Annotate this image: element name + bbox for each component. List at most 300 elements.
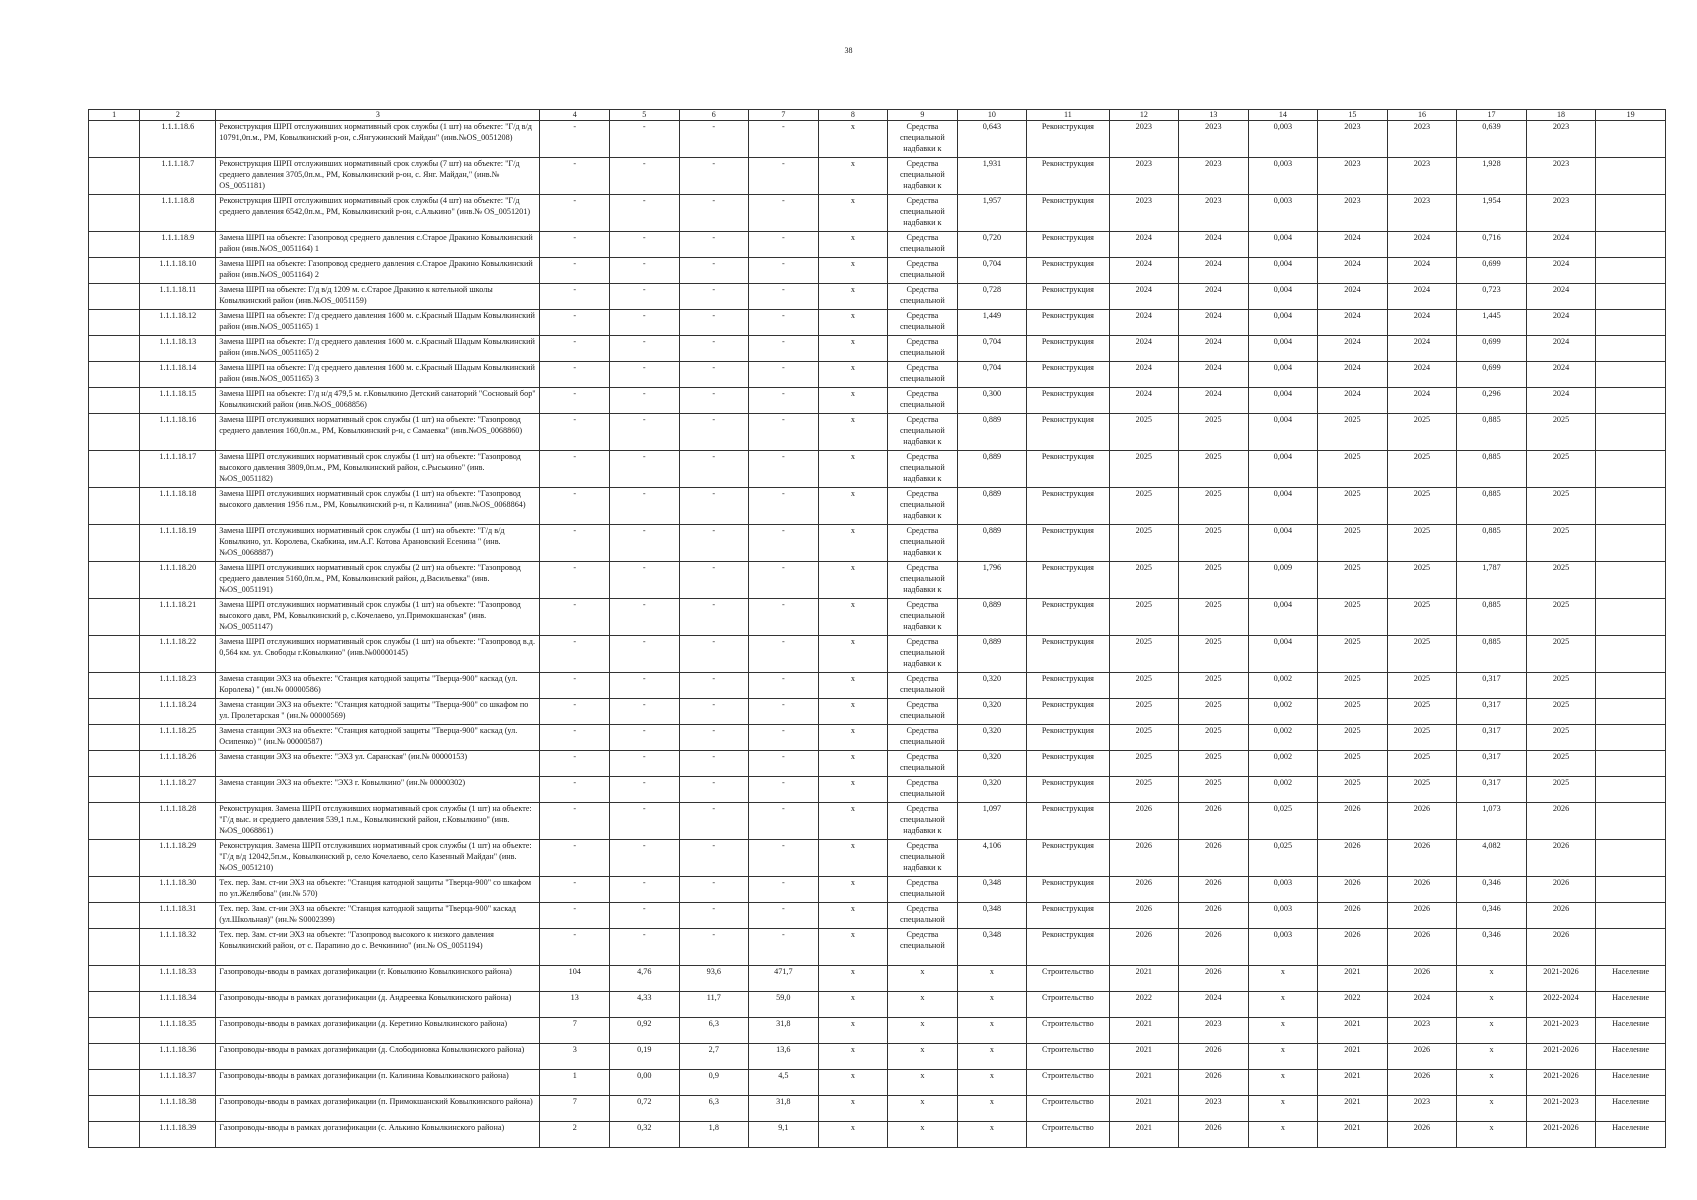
table-cell: 2025: [1318, 777, 1388, 803]
table-cell: х: [888, 1122, 958, 1148]
table-cell: 0,348: [957, 929, 1027, 966]
table-cell: 2025: [1109, 451, 1179, 488]
table-cell: 0,346: [1457, 877, 1527, 903]
item-name-cell: Замена ШРП отслуживших нормативный срок службы (2 шт) на объекте: "Газопровод среднего давления 5160,0п.м., РМ, Ковылкинский район, д.Васильевка" (инв.№OS_0051191): [216, 562, 540, 599]
table-cell: 2022: [1109, 992, 1179, 1018]
table-cell: [1596, 725, 1666, 751]
table-cell: -: [749, 388, 819, 414]
table-cell: 0,003: [1248, 903, 1318, 929]
table-cell: 2024: [1318, 310, 1388, 336]
table-cell: 0,025: [1248, 840, 1318, 877]
table-cell: 13,6: [749, 1044, 819, 1070]
table-cell: 2023: [1179, 195, 1249, 232]
table-cell: 2021: [1318, 1122, 1388, 1148]
table-row: [89, 751, 1666, 777]
table-cell: -: [540, 310, 610, 336]
table-cell: Средства специальной: [888, 725, 958, 751]
table-cell: Реконструкция: [1027, 362, 1109, 388]
table-cell: 7: [540, 1018, 610, 1044]
table-cell: 0,885: [1457, 525, 1527, 562]
table-cell: -: [610, 362, 680, 388]
table-cell: Средства специальной надбавки к: [888, 121, 958, 158]
table-cell: 1,787: [1457, 562, 1527, 599]
table-cell: -: [679, 599, 749, 636]
table-cell: [1596, 929, 1666, 966]
table-cell: 0,348: [957, 877, 1027, 903]
table-cell: 31,8: [749, 1018, 819, 1044]
table-cell: 2025: [1387, 636, 1457, 673]
table-cell: -: [610, 903, 680, 929]
table-cell: 0,92: [610, 1018, 680, 1044]
table-cell: Средства специальной надбавки к: [888, 840, 958, 877]
table-cell: -: [679, 414, 749, 451]
table-cell: 2025: [1387, 414, 1457, 451]
table-cell: 2024: [1109, 232, 1179, 258]
table-cell: 2023: [1526, 158, 1596, 195]
table-cell: -: [749, 525, 819, 562]
table-cell: 0,72: [610, 1096, 680, 1122]
table-cell: Средства специальной: [888, 258, 958, 284]
table-row: [89, 903, 1666, 929]
table-cell: Реконструкция: [1027, 599, 1109, 636]
item-name-cell: Замена станции ЭХЗ на объекте: "ЭХЗ г. Ковылкино" (ин.№ 00000302): [216, 777, 540, 803]
item-name-cell: Реконструкция ШРП отслуживших нормативный срок службы (4 шт) на объекте: "Г/д среднего давления 6542,0п.м., РМ, Ковылкинский р-он, с.Алькино" (инв.№ OS_0051201): [216, 195, 540, 232]
table-cell: 2023: [1318, 121, 1388, 158]
table-cell: Средства специальной: [888, 699, 958, 725]
table-cell: х: [818, 699, 888, 725]
table-row: [89, 636, 1666, 673]
table-cell: х: [1457, 1044, 1527, 1070]
table-cell: [89, 992, 140, 1018]
table-cell: Реконструкция: [1027, 195, 1109, 232]
table-cell: 2024: [1526, 284, 1596, 310]
table-cell: 2025: [1109, 699, 1179, 725]
table-cell: 2025: [1387, 725, 1457, 751]
table-cell: 2026: [1387, 877, 1457, 903]
column-number-row: [89, 110, 1666, 121]
table-cell: [89, 1044, 140, 1070]
table-cell: 2025: [1387, 699, 1457, 725]
table-cell: -: [610, 258, 680, 284]
item-code-cell: 1.1.1.18.7: [140, 158, 216, 195]
table-cell: 2025: [1109, 673, 1179, 699]
table-cell: -: [679, 840, 749, 877]
table-cell: 2023: [1526, 121, 1596, 158]
table-cell: -: [679, 232, 749, 258]
table-cell: 2026: [1179, 966, 1249, 992]
table-cell: х: [818, 1044, 888, 1070]
table-cell: х: [818, 414, 888, 451]
table-cell: -: [679, 336, 749, 362]
table-cell: 2025: [1526, 488, 1596, 525]
table-cell: 2024: [1109, 284, 1179, 310]
table-cell: 2021-2023: [1526, 1096, 1596, 1122]
column-number-header: 11: [1027, 110, 1109, 121]
table-cell: 0,003: [1248, 158, 1318, 195]
table-row: [89, 992, 1666, 1018]
item-code-cell: 1.1.1.18.13: [140, 336, 216, 362]
table-cell: Строительство: [1027, 1122, 1109, 1148]
item-code-cell: 1.1.1.18.12: [140, 310, 216, 336]
item-name-cell: Газопроводы-вводы в рамках догазификации (д. Слободиновка Ковылкинского района): [216, 1044, 540, 1070]
table-row: [89, 840, 1666, 877]
table-cell: 2026: [1387, 903, 1457, 929]
table-cell: [1596, 673, 1666, 699]
table-cell: -: [679, 195, 749, 232]
item-name-cell: Замена ШРП на объекте: Г/д среднего давления 1600 м. с.Красный Шадым Ковылкинский район (инв.№OS_0051165) 3: [216, 362, 540, 388]
table-cell: 2023: [1387, 1096, 1457, 1122]
table-cell: х: [818, 1096, 888, 1122]
table-cell: 0,704: [957, 336, 1027, 362]
table-cell: х: [888, 1018, 958, 1044]
table-cell: 93,6: [679, 966, 749, 992]
table-cell: 2,7: [679, 1044, 749, 1070]
table-cell: х: [957, 1018, 1027, 1044]
table-cell: 0,348: [957, 903, 1027, 929]
table-cell: 2026: [1387, 929, 1457, 966]
table-cell: 0,720: [957, 232, 1027, 258]
table-cell: 2023: [1526, 195, 1596, 232]
table-cell: 2026: [1179, 803, 1249, 840]
table-cell: 0,004: [1248, 362, 1318, 388]
table-cell: -: [540, 525, 610, 562]
table-cell: х: [1248, 966, 1318, 992]
table-cell: 2026: [1318, 803, 1388, 840]
table-cell: 0,004: [1248, 232, 1318, 258]
table-cell: 1,8: [679, 1122, 749, 1148]
table-cell: 2025: [1387, 488, 1457, 525]
table-cell: 2025: [1387, 562, 1457, 599]
table-cell: -: [749, 599, 819, 636]
table-cell: -: [610, 777, 680, 803]
table-cell: 2025: [1526, 725, 1596, 751]
table-cell: 2024: [1318, 258, 1388, 284]
table-cell: 2026: [1179, 1122, 1249, 1148]
table-cell: 2025: [1318, 525, 1388, 562]
table-row: [89, 1122, 1666, 1148]
table-cell: х: [1248, 1070, 1318, 1096]
table-cell: -: [679, 388, 749, 414]
table-cell: -: [540, 599, 610, 636]
table-cell: 2023: [1109, 158, 1179, 195]
item-code-cell: 1.1.1.18.14: [140, 362, 216, 388]
table-cell: 0,003: [1248, 929, 1318, 966]
table-cell: 2025: [1318, 699, 1388, 725]
table-cell: х: [818, 725, 888, 751]
table-cell: 2023: [1387, 195, 1457, 232]
table-cell: х: [957, 1070, 1027, 1096]
table-cell: 2025: [1387, 673, 1457, 699]
table-cell: 4,33: [610, 992, 680, 1018]
table-cell: 0,889: [957, 451, 1027, 488]
table-cell: 0,004: [1248, 451, 1318, 488]
table-cell: 13: [540, 992, 610, 1018]
table-cell: Реконструкция: [1027, 562, 1109, 599]
table-cell: х: [1457, 1096, 1527, 1122]
table-cell: -: [679, 929, 749, 966]
table-cell: 4,76: [610, 966, 680, 992]
table-cell: 2025: [1179, 636, 1249, 673]
table-cell: 2025: [1526, 699, 1596, 725]
table-cell: 1,449: [957, 310, 1027, 336]
item-name-cell: Замена ШРП отслуживших нормативный срок службы (1 шт) на объекте: "Газопровод высокого давления 3809,0п.м., РМ, Ковылкинский район, с.Рыськино" (инв.№OS_0051182): [216, 451, 540, 488]
table-cell: 2025: [1526, 414, 1596, 451]
table-cell: -: [540, 840, 610, 877]
table-cell: [1596, 699, 1666, 725]
table-cell: х: [1248, 1044, 1318, 1070]
table-cell: 0,32: [610, 1122, 680, 1148]
item-name-cell: Реконструкция. Замена ШРП отслуживших нормативный срок службы (1 шт) на объекте: "Г/д в/д 12042,5п.м., Ковылкинский р, село Кочелаево, село Казенный Майдан" (инв.№OS_0051210): [216, 840, 540, 877]
table-cell: -: [749, 903, 819, 929]
column-number-header: 10: [957, 110, 1027, 121]
table-cell: х: [818, 232, 888, 258]
table-cell: Строительство: [1027, 1018, 1109, 1044]
table-cell: 2021-2026: [1526, 1070, 1596, 1096]
table-cell: 2026: [1109, 929, 1179, 966]
table-cell: 0,19: [610, 1044, 680, 1070]
table-cell: 2025: [1318, 636, 1388, 673]
item-code-cell: 1.1.1.18.25: [140, 725, 216, 751]
table-cell: -: [610, 488, 680, 525]
table-cell: 1,796: [957, 562, 1027, 599]
table-cell: х: [818, 388, 888, 414]
table-cell: -: [679, 284, 749, 310]
column-number-header: 4: [540, 110, 610, 121]
table-cell: 0,885: [1457, 488, 1527, 525]
table-row: [89, 725, 1666, 751]
table-cell: -: [679, 877, 749, 903]
table-cell: 0,889: [957, 525, 1027, 562]
table-cell: 0,346: [1457, 929, 1527, 966]
table-cell: 0,004: [1248, 388, 1318, 414]
table-cell: 7: [540, 1096, 610, 1122]
table-cell: 2023: [1179, 1018, 1249, 1044]
table-cell: 2026: [1387, 1044, 1457, 1070]
table-cell: 0,699: [1457, 258, 1527, 284]
table-cell: -: [610, 929, 680, 966]
table-cell: 2026: [1387, 966, 1457, 992]
table-cell: 0,002: [1248, 699, 1318, 725]
table-cell: 471,7: [749, 966, 819, 992]
table-cell: [1596, 121, 1666, 158]
table-cell: х: [818, 599, 888, 636]
table-cell: х: [818, 158, 888, 195]
table-cell: [89, 840, 140, 877]
table-cell: 104: [540, 966, 610, 992]
table-cell: Средства специальной надбавки к: [888, 488, 958, 525]
table-cell: [89, 599, 140, 636]
table-cell: х: [818, 488, 888, 525]
table-cell: Средства специальной надбавки к: [888, 414, 958, 451]
table-cell: Средства специальной надбавки к: [888, 158, 958, 195]
table-cell: 2024: [1526, 336, 1596, 362]
table-cell: [89, 414, 140, 451]
table-cell: х: [1457, 1018, 1527, 1044]
table-cell: 2026: [1318, 840, 1388, 877]
table-cell: [89, 258, 140, 284]
table-cell: [89, 451, 140, 488]
table-cell: х: [818, 562, 888, 599]
table-cell: 2021-2026: [1526, 1044, 1596, 1070]
table-cell: 2023: [1318, 195, 1388, 232]
table-cell: [89, 725, 140, 751]
table-cell: -: [749, 488, 819, 525]
table-cell: [1596, 777, 1666, 803]
table-row: [89, 803, 1666, 840]
table-cell: Реконструкция: [1027, 636, 1109, 673]
table-cell: [1596, 562, 1666, 599]
table-cell: -: [540, 488, 610, 525]
item-code-cell: 1.1.1.18.38: [140, 1096, 216, 1122]
item-code-cell: 1.1.1.18.39: [140, 1122, 216, 1148]
table-cell: 2025: [1387, 599, 1457, 636]
table-cell: Население: [1596, 1018, 1666, 1044]
table-body: [89, 121, 1666, 1148]
table-cell: 2024: [1179, 310, 1249, 336]
table-cell: х: [818, 195, 888, 232]
item-name-cell: Тех. пер. Зам. ст-ии ЭХЗ на объекте: "Газопровод высокого к низкого давления Ковылкинский район, от с. Парапино до с. Вечкинино" (ин.№ OS_0051194): [216, 929, 540, 966]
table-cell: 0,004: [1248, 636, 1318, 673]
table-cell: [1596, 803, 1666, 840]
table-cell: 2025: [1179, 525, 1249, 562]
column-number-header: 8: [818, 110, 888, 121]
table-cell: 2024: [1109, 388, 1179, 414]
table-cell: Строительство: [1027, 1070, 1109, 1096]
table-cell: 0,296: [1457, 388, 1527, 414]
table-cell: -: [749, 877, 819, 903]
table-cell: 2024: [1387, 992, 1457, 1018]
table-cell: 2021: [1109, 1122, 1179, 1148]
table-cell: Население: [1596, 1096, 1666, 1122]
item-name-cell: Замена станции ЭХЗ на объекте: "Станция катодной защиты "Тверца-900" каскад (ул. Осипенко) " (ин.№ 00000587): [216, 725, 540, 751]
table-cell: х: [888, 966, 958, 992]
table-cell: -: [610, 562, 680, 599]
table-cell: х: [957, 1044, 1027, 1070]
table-cell: 2026: [1179, 929, 1249, 966]
table-cell: 0,004: [1248, 336, 1318, 362]
item-code-cell: 1.1.1.18.21: [140, 599, 216, 636]
table-cell: Реконструкция: [1027, 673, 1109, 699]
table-cell: -: [610, 121, 680, 158]
table-cell: Население: [1596, 1070, 1666, 1096]
table-cell: 0,704: [957, 362, 1027, 388]
table-cell: 2025: [1109, 562, 1179, 599]
item-name-cell: Реконструкция ШРП отслуживших нормативный срок службы (1 шт) на объекте: "Г/д в/д 10791,0п.м., РМ, Ковылкинский р-он, с.Янгужинский Майдан" (инв.№OS_0051208): [216, 121, 540, 158]
table-cell: 1,954: [1457, 195, 1527, 232]
table-cell: х: [818, 362, 888, 388]
table-cell: [89, 751, 140, 777]
table-cell: 2021: [1318, 1044, 1388, 1070]
table-cell: 31,8: [749, 1096, 819, 1122]
table-cell: 2025: [1109, 777, 1179, 803]
table-cell: -: [540, 388, 610, 414]
table-cell: 0,002: [1248, 777, 1318, 803]
table-cell: -: [540, 562, 610, 599]
table-cell: 2025: [1318, 488, 1388, 525]
item-code-cell: 1.1.1.18.35: [140, 1018, 216, 1044]
table-cell: 2023: [1179, 1096, 1249, 1122]
table-cell: х: [818, 1122, 888, 1148]
table-cell: -: [679, 258, 749, 284]
table-cell: 2024: [1526, 232, 1596, 258]
table-cell: 0,320: [957, 751, 1027, 777]
table-cell: 2024: [1318, 232, 1388, 258]
table-row: [89, 673, 1666, 699]
table-cell: [89, 388, 140, 414]
table-cell: Средства специальной: [888, 232, 958, 258]
table-cell: Реконструкция: [1027, 699, 1109, 725]
table-cell: -: [679, 562, 749, 599]
item-code-cell: 1.1.1.18.34: [140, 992, 216, 1018]
table-cell: 1,928: [1457, 158, 1527, 195]
table-cell: х: [957, 992, 1027, 1018]
table-cell: Средства специальной: [888, 362, 958, 388]
table-cell: -: [610, 451, 680, 488]
column-number-header: 9: [888, 110, 958, 121]
table-cell: 2024: [1526, 362, 1596, 388]
table-cell: -: [749, 121, 819, 158]
table-cell: 0,889: [957, 636, 1027, 673]
table-cell: Средства специальной: [888, 751, 958, 777]
table-cell: 0,320: [957, 673, 1027, 699]
item-name-cell: Замена ШРП на объекте: Г/д в/д 1209 м. с.Старое Дракино к котельной школы Ковылкинский район (инв.№OS_0051159): [216, 284, 540, 310]
table-cell: [1596, 414, 1666, 451]
table-cell: -: [749, 562, 819, 599]
table-cell: х: [1457, 1070, 1527, 1096]
table-cell: 2025: [1526, 451, 1596, 488]
item-code-cell: 1.1.1.18.28: [140, 803, 216, 840]
table-row: [89, 195, 1666, 232]
table-cell: Реконструкция: [1027, 840, 1109, 877]
table-cell: Население: [1596, 966, 1666, 992]
table-cell: 0,643: [957, 121, 1027, 158]
item-name-cell: Газопроводы-вводы в рамках догазификации (д. Керетино Ковылкинского района): [216, 1018, 540, 1044]
item-name-cell: Газопроводы-вводы в рамках догазификации (п. Калинина Ковылкинского района): [216, 1070, 540, 1096]
table-cell: -: [610, 599, 680, 636]
table-cell: 0,004: [1248, 284, 1318, 310]
item-code-cell: 1.1.1.18.11: [140, 284, 216, 310]
table-cell: 1,445: [1457, 310, 1527, 336]
table-cell: [89, 195, 140, 232]
table-cell: х: [818, 966, 888, 992]
table-cell: [89, 636, 140, 673]
table-cell: -: [540, 336, 610, 362]
item-name-cell: Замена станции ЭХЗ на объекте: "Станция катодной защиты "Тверца-900" со шкафом по ул. Пролетарская " (ин.№ 00000569): [216, 699, 540, 725]
table-cell: Средства специальной надбавки к: [888, 562, 958, 599]
item-code-cell: 1.1.1.18.29: [140, 840, 216, 877]
table-cell: 2021-2026: [1526, 966, 1596, 992]
table-cell: Реконструкция: [1027, 777, 1109, 803]
table-cell: 2025: [1179, 673, 1249, 699]
table-cell: -: [610, 310, 680, 336]
item-code-cell: 1.1.1.18.22: [140, 636, 216, 673]
table-cell: Средства специальной надбавки к: [888, 636, 958, 673]
table-cell: Реконструкция: [1027, 388, 1109, 414]
table-cell: -: [679, 488, 749, 525]
table-cell: 59,0: [749, 992, 819, 1018]
table-cell: х: [888, 1096, 958, 1122]
table-cell: [89, 158, 140, 195]
column-number-header: 7: [749, 110, 819, 121]
item-name-cell: Замена ШРП отслуживших нормативный срок службы (1 шт) на объекте: "Газопровод высокого давления 1956 п.м., РМ, Ковылкинский р-н, п Калинина" (инв.№OS_0068864): [216, 488, 540, 525]
table-row: [89, 451, 1666, 488]
table-cell: -: [749, 336, 819, 362]
table-row: [89, 362, 1666, 388]
item-name-cell: Замена ШРП отслуживших нормативный срок службы (1 шт) на объекте: "Газопровод среднего давления 160,0п.м., РМ, Ковылкинский р-н, с Самаевка" (инв.№OS_0068860): [216, 414, 540, 451]
table-cell: 2021: [1109, 1096, 1179, 1122]
table-cell: 0,004: [1248, 599, 1318, 636]
table-cell: [89, 929, 140, 966]
